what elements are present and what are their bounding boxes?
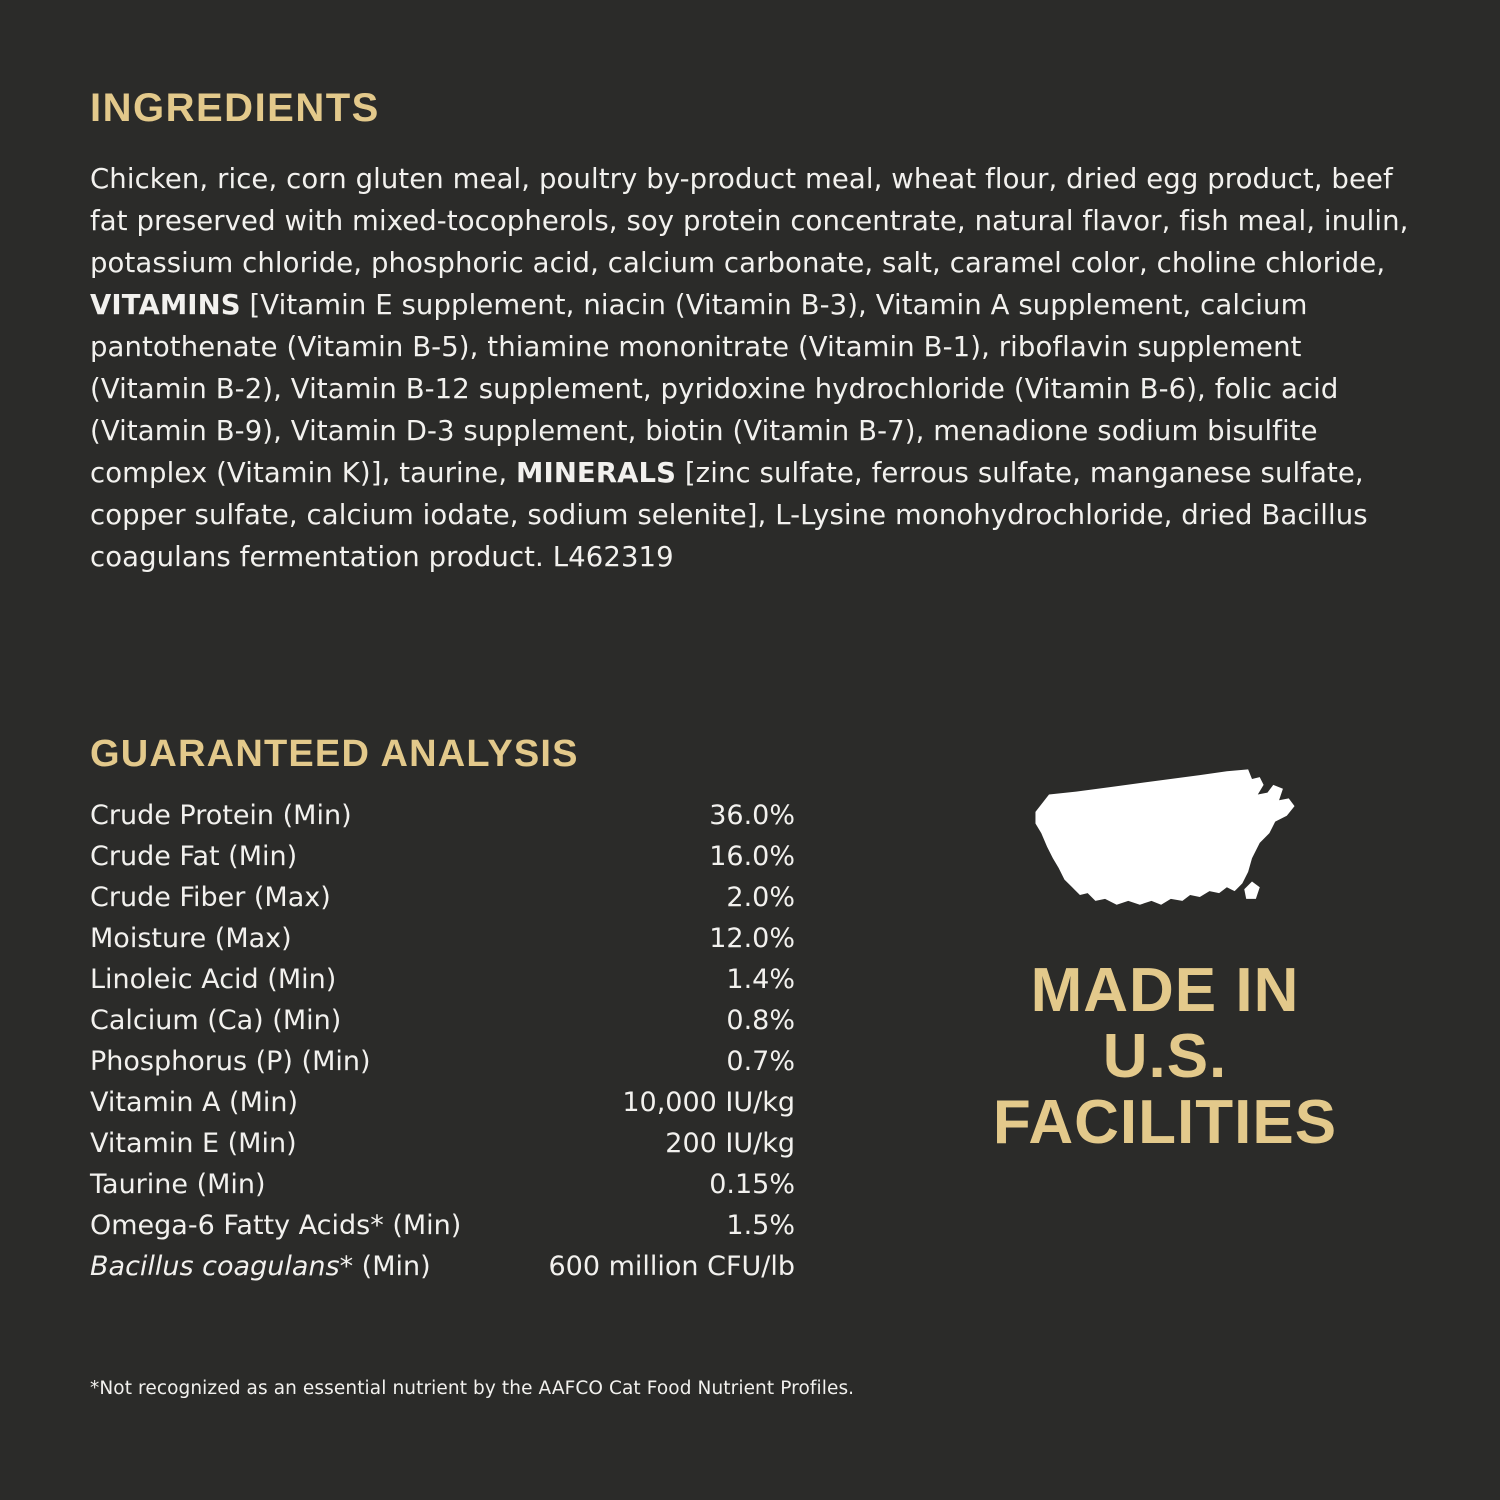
analysis-value: 0.7% <box>726 1046 795 1077</box>
ingredients-title: INGREDIENTS <box>90 86 380 130</box>
analysis-row <box>90 918 795 959</box>
ingredients-emphasis: VITAMINS <box>90 289 241 321</box>
analysis-value: 600 million CFU/lb <box>548 1251 795 1282</box>
analysis-label: Omega-6 Fatty Acids* (Min) <box>90 1210 462 1241</box>
analysis-row <box>90 1205 795 1246</box>
analysis-value: 10,000 IU/kg <box>622 1087 795 1118</box>
made-in-us-badge <box>955 765 1375 1156</box>
analysis-label: Crude Protein (Min) <box>90 800 352 831</box>
analysis-value: 200 IU/kg <box>665 1128 795 1159</box>
analysis-row <box>90 959 795 1000</box>
analysis-label: Crude Fat (Min) <box>90 841 298 872</box>
ingredients-text <box>90 158 1410 578</box>
analysis-row <box>90 1164 795 1205</box>
analysis-value: 16.0% <box>709 841 795 872</box>
analysis-label: Bacillus coagulans* (Min) <box>90 1251 431 1282</box>
analysis-label: Calcium (Ca) (Min) <box>90 1005 342 1036</box>
ingredients-section <box>90 88 1410 606</box>
ingredients-run: Chicken, rice, corn gluten meal, poultry by-product meal, wheat flour, dried egg product, beef fat preserved with mixed-tocopherols, soy protein concentrate, natural flavor, fish meal, inulin, potassium chloride, phosphoric acid, calcium carbonate, salt, caramel color, choline chloride, <box>90 163 1409 279</box>
analysis-label: Crude Fiber (Max) <box>90 882 331 913</box>
guaranteed-analysis-section <box>90 735 810 1287</box>
analysis-value: 1.4% <box>726 964 795 995</box>
analysis-value: 36.0% <box>709 800 795 831</box>
analysis-label: Linoleic Acid (Min) <box>90 964 337 995</box>
analysis-row <box>90 1000 795 1041</box>
analysis-value: 2.0% <box>726 882 795 913</box>
analysis-label: Moisture (Max) <box>90 923 292 954</box>
ingredients-emphasis: MINERALS <box>516 457 677 489</box>
analysis-row <box>90 1123 795 1164</box>
usa-map-icon <box>1020 765 1310 940</box>
analysis-value: 1.5% <box>726 1210 795 1241</box>
analysis-value: 12.0% <box>709 923 795 954</box>
ingredients-run: [Vitamin E supplement, niacin (Vitamin B-3), Vitamin A supplement, calcium pantothenate (Vitamin B-5), thiamine mononitrate (Vitamin B-1), riboflavin supplement (Vitamin B-2), Vitamin B-12 supplement, pyridoxine hydrochloride (Vitamin B-6), folic acid (Vitamin B-9), Vitamin D-3 supplement, biotin (Vitamin B-7), menadione sodium bisulfite complex (Vitamin K)], taurine, <box>90 289 1339 489</box>
footnote: *Not recognized as an essential nutrient by the AAFCO Cat Food Nutrient Profiles. <box>90 1378 855 1399</box>
analysis-row <box>90 836 795 877</box>
analysis-row <box>90 1082 795 1123</box>
guaranteed-analysis-table <box>90 795 795 1287</box>
badge-line-2: U.S. <box>1102 1022 1228 1091</box>
analysis-label: Phosphorus (P) (Min) <box>90 1046 371 1077</box>
guaranteed-analysis-title: GUARANTEED ANALYSIS <box>90 733 579 775</box>
badge-line-3: FACILITIES <box>992 1088 1338 1157</box>
analysis-row <box>90 1041 795 1082</box>
analysis-label: Vitamin E (Min) <box>90 1128 297 1159</box>
analysis-row <box>90 1246 795 1287</box>
analysis-value: 0.8% <box>726 1005 795 1036</box>
analysis-label: Vitamin A (Min) <box>90 1087 299 1118</box>
made-in-us-text <box>955 958 1375 1156</box>
analysis-value: 0.15% <box>709 1169 795 1200</box>
analysis-row <box>90 877 795 918</box>
analysis-row <box>90 795 795 836</box>
ingredients-run: [zinc sulfate, ferrous sulfate, manganese sulfate, copper sulfate, calcium iodate, sodium selenite], L-Lysine monohydrochloride, dried Bacillus coagulans fermentation product. L462319 <box>90 457 1368 573</box>
analysis-label: Taurine (Min) <box>90 1169 266 1200</box>
badge-line-1: MADE IN <box>1030 956 1300 1025</box>
